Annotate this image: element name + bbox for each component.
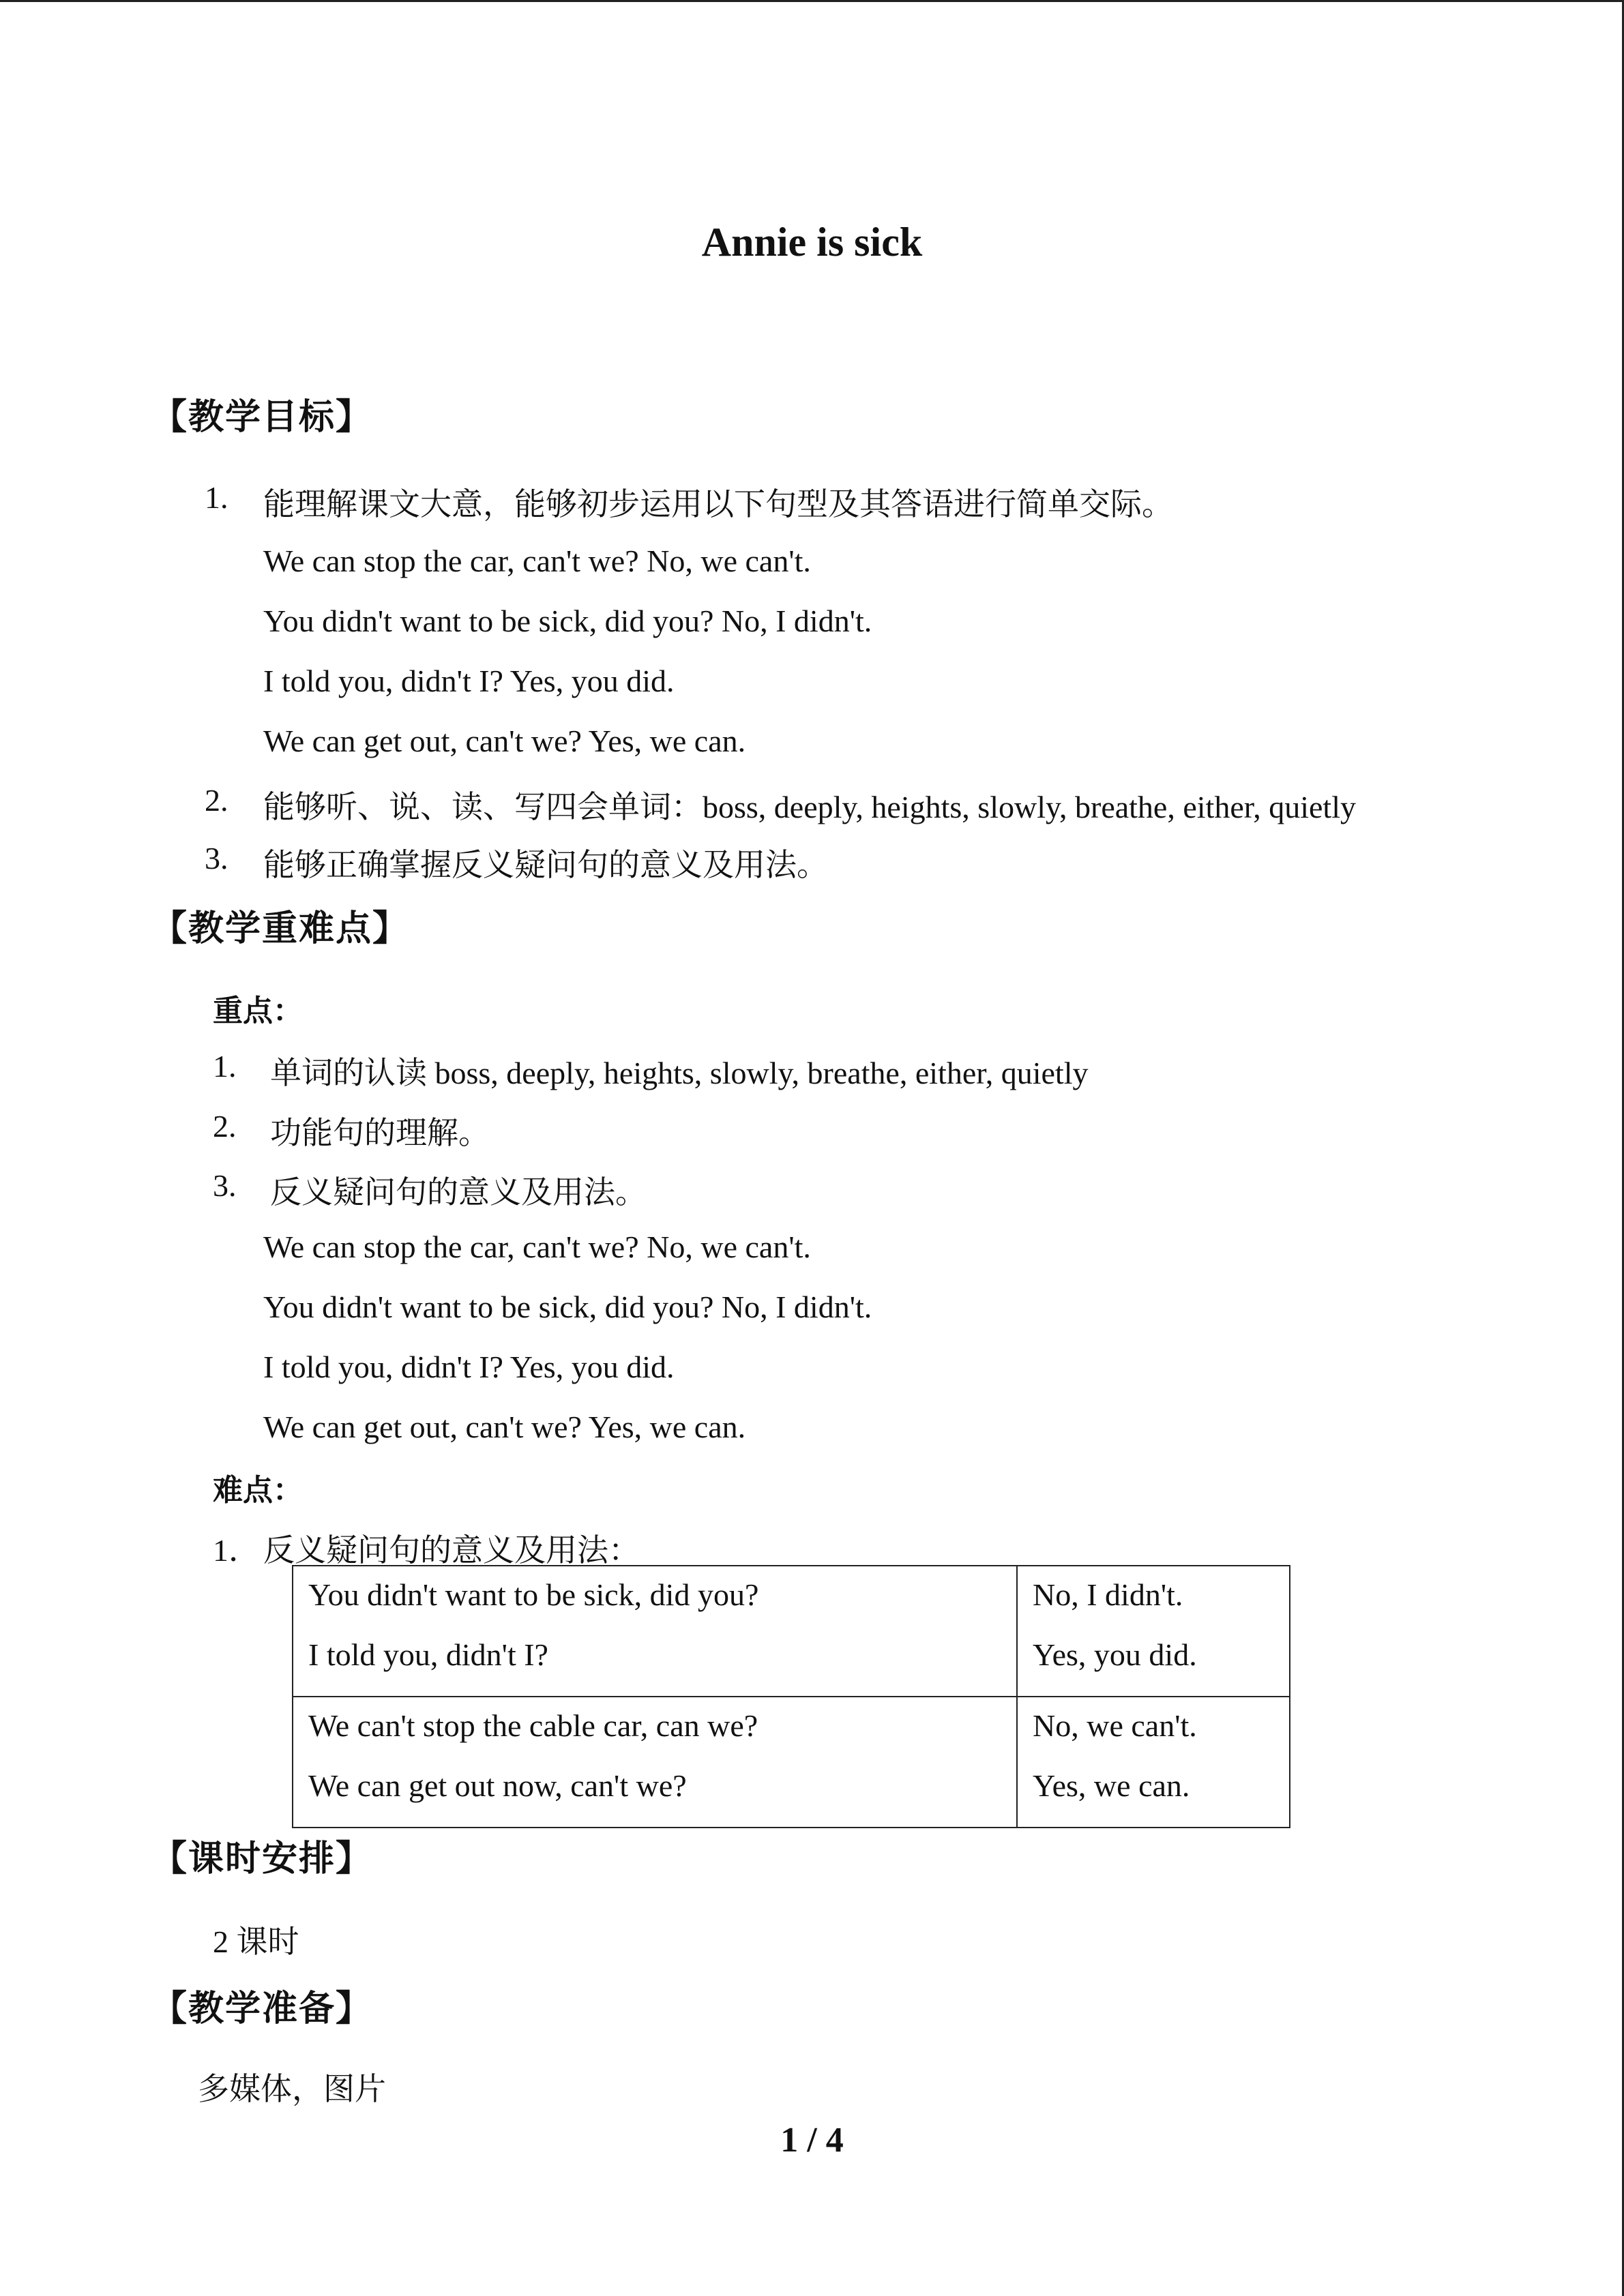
- example-sentence: We can stop the car, can't we? No, we can't.: [263, 543, 811, 578]
- example-sentence: We can get out, can't we? Yes, we can.: [263, 724, 746, 758]
- answer-cell: [1017, 1566, 1290, 1697]
- key-point-number: 1.: [213, 1049, 237, 1084]
- example-sentence: I told you, didn't I? Yes, you did.: [263, 664, 675, 698]
- schedule-text: 2 课时: [213, 1924, 299, 1959]
- example-sentence: You didn't want to be sick, did you? No, I didn't.: [263, 1289, 872, 1324]
- example-sentence: We can stop the car, can't we? No, we can't.: [263, 1229, 811, 1264]
- answer-line: No, we can't.: [1033, 1708, 1197, 1743]
- objective-number: 1.: [205, 480, 228, 515]
- document-title: Annie is sick: [701, 220, 923, 265]
- key-point-number: 3.: [213, 1168, 237, 1203]
- answer-line: Yes, we can.: [1033, 1768, 1190, 1803]
- answer-line: No, I didn't.: [1033, 1577, 1183, 1612]
- question-line: You didn't want to be sick, did you?: [308, 1577, 759, 1612]
- example-sentence: We can get out, can't we? Yes, we can.: [263, 1410, 746, 1444]
- table-row: [293, 1566, 1290, 1697]
- objective-text: 能够听、说、读、写四会单词：boss, deeply, heights, slowly, breathe, either, quietly: [263, 790, 1356, 824]
- difficult-point-number: 1．: [213, 1533, 260, 1568]
- section-heading-schedule: 【课时安排】: [151, 1838, 373, 1879]
- key-point-text: 功能句的理解。: [270, 1116, 490, 1150]
- difficult-points-label: 难点：: [213, 1473, 303, 1508]
- section-heading-preparation: 【教学准备】: [151, 1988, 373, 2029]
- question-cell: [293, 1697, 1017, 1828]
- key-points-label: 重点：: [213, 994, 303, 1028]
- question-line: We can get out now, can't we?: [308, 1768, 687, 1803]
- tag-question-table: [292, 1565, 1290, 1828]
- question-line: We can't stop the cable car, can we?: [308, 1708, 758, 1743]
- section-heading-objectives: 【教学目标】: [151, 397, 373, 438]
- difficult-point-text: 反义疑问句的意义及用法：: [263, 1533, 640, 1568]
- table-row: [293, 1697, 1290, 1828]
- key-point-number: 2.: [213, 1109, 237, 1144]
- objective-number: 2.: [205, 783, 228, 818]
- preparation-text: 多媒体，图片: [198, 2072, 386, 2106]
- key-point-text: 单词的认读 boss, deeply, heights, slowly, breathe, either, quietly: [270, 1056, 1089, 1090]
- page-indicator: 1 / 4: [780, 2121, 844, 2160]
- example-sentence: You didn't want to be sick, did you? No, I didn't.: [263, 603, 872, 638]
- section-heading-key-points: 【教学重难点】: [151, 908, 410, 949]
- objective-text: 能理解课文大意，能够初步运用以下句型及其答语进行简单交际。: [263, 487, 1173, 522]
- answer-cell: [1017, 1697, 1290, 1828]
- objective-number: 3.: [205, 841, 228, 876]
- question-cell: [293, 1566, 1017, 1697]
- key-point-text: 反义疑问句的意义及用法。: [270, 1175, 647, 1210]
- example-sentence: I told you, didn't I? Yes, you did.: [263, 1350, 675, 1384]
- question-line: I told you, didn't I?: [308, 1637, 548, 1672]
- objective-text: 能够正确掌握反义疑问句的意义及用法。: [263, 848, 828, 882]
- answer-line: Yes, you did.: [1033, 1637, 1197, 1672]
